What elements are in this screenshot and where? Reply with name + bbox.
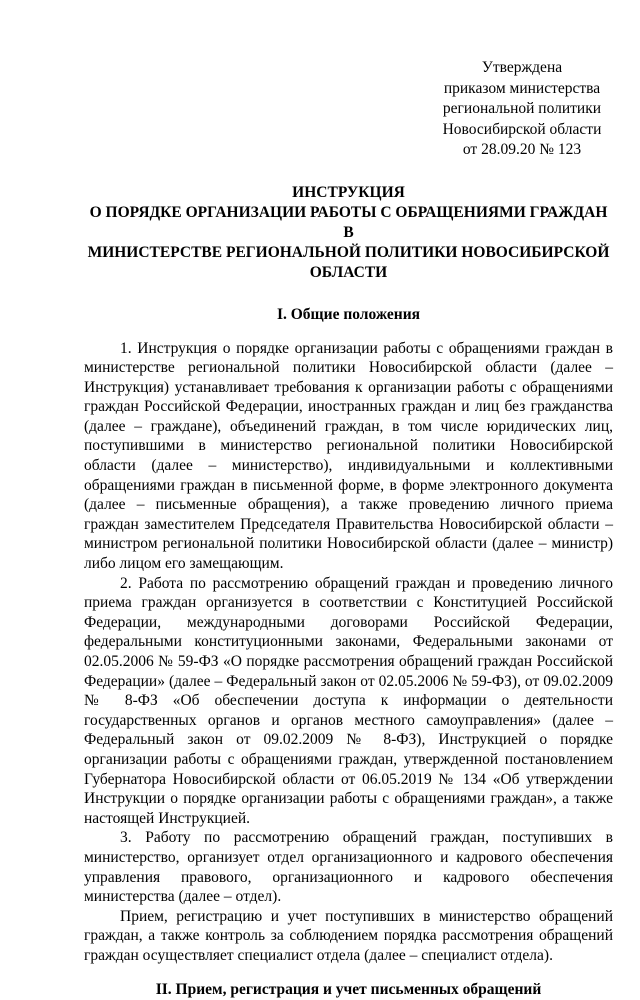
title-line: О ПОРЯДКЕ ОРГАНИЗАЦИИ РАБОТЫ С ОБРАЩЕНИЯМИ ГРАЖДАН В bbox=[89, 203, 608, 241]
approval-line: Утверждена bbox=[481, 59, 563, 76]
paragraph: 1. Инструкция о порядке организации работы с обращениями граждан в министерстве региональной политики Новосибирской области (далее – Инструкция) устанавливает требования к организации работы с обращениями граждан Российской Федерации, иностранных граждан и лиц без гражданства (далее – граждане), объединений граждан, в том числе юридических лиц, поступившими в министерство региональной политики Новосибирской области (далее – министерство), индивидуальными и коллективными обращениями граждан в письменной форме, в форме электронного документа (далее – письменные обращения), а также проведению личного приема граждан заместителем Председателя Правительства Новосибирской области – министром региональной политики Новосибирской области (далее – министр) либо лицом его замещающим. bbox=[84, 339, 613, 573]
approval-line: региональной политики bbox=[442, 100, 602, 117]
title-line: МИНИСТЕРСТВЕ РЕГИОНАЛЬНОЙ ПОЛИТИКИ НОВОСИБИРСКОЙ bbox=[87, 243, 610, 261]
approval-line: Новосибирской области bbox=[442, 120, 602, 138]
paragraph: 3. Работу по рассмотрению обращений граждан, поступивших в министерство, организует отдел организационного и кадрового обеспечения управления правового, организационного и кадрового обеспечения министерства (далее – отдел). bbox=[84, 829, 613, 906]
approval-line: от 28.09.20 № 123 bbox=[462, 141, 582, 158]
title-line: ОБЛАСТИ bbox=[309, 263, 388, 281]
title-line: ИНСТРУКЦИЯ bbox=[292, 183, 405, 201]
approval-line: приказом министерства bbox=[443, 79, 601, 97]
approval-stamp bbox=[431, 58, 613, 161]
section-heading: II. Прием, регистрация и учет письменных обращений bbox=[155, 980, 542, 998]
paragraph: 2. Работа по рассмотрению обращений граждан и проведению личного приема граждан организуется в соответствии с Конституцией Российской Федерации, международными договорами Российской Федерации, федеральными конституционными законами, Федеральными законами от 02.05.2006 № 59-ФЗ «О порядке рассмотрения обращений граждан Российской Федерации» (далее – Федеральный закон от 02.05.2006 № 59-ФЗ), от 09.02.2009 № 8-ФЗ «Об обеспечении доступа к информации о деятельности государственных органов и органов местного самоуправления» (далее – Федеральный закон от 09.02.2009 № 8-ФЗ), Инструкцией о порядке организации работы с обращениями граждан, утвержденной постановлением Губернатора Новосибирской области от 06.05.2019 № 134 «Об утверждении Инструкции о порядке организации работы с обращениями граждан», а также настоящей Инструкцией. bbox=[84, 574, 613, 827]
section-heading: I. Общие положения bbox=[276, 305, 421, 323]
paragraph: Прием, регистрацию и учет поступивших в министерство обращений граждан, а также контроль за соблюдением порядка рассмотрения обращений граждан осуществляет специалист отдела (далее – специалист отдела). bbox=[84, 907, 613, 964]
document-title bbox=[84, 183, 613, 283]
